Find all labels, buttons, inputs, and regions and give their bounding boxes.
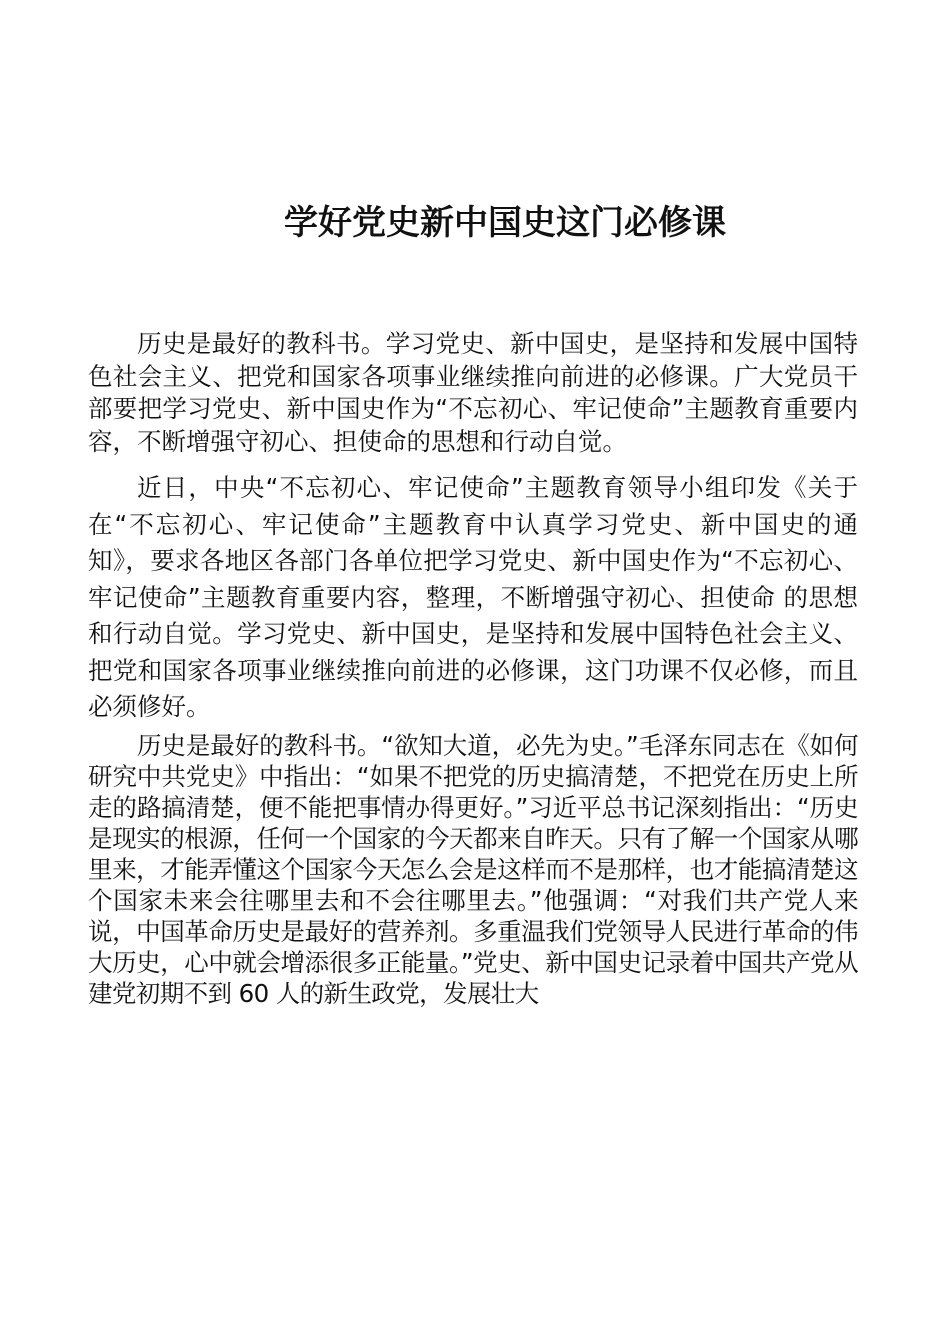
paragraph-3: 历史是最好的教科书。“欲知大道，必先为史。”毛泽东同志在《如何研究中共党史》中指出：“如果不把党的历史搞清楚，不把党在历史上所走的路搞清楚，便不能把事情办得更好。”习近平总书记深刻指出：“历史是现实的根源，任何一个国家的今天都来自昨天。只有了解一个国家从哪里来，才能弄懂这个国家今天怎么会是这样而不是那样，也才能搞清楚这个国家未来会往哪里去和不会往哪里去。”他强调：“对我们共产党人来说，中国革命历史是最好的营养剂。多重温我们党领导人民进行革命的伟大历史，心中就会增添很多正能量。”党史、新中国史记录着中国共产党从建党初期不到 60 人的新生政党，发展壮大 <box>88 730 858 1008</box>
paragraph-2: 近日，中央“不忘初心、牢记使命”主题教育领导小组印发《关于在“不忘初心、牢记使命”主题教育中认真学习党史、新中国史的通知》，要求各地区各部门各单位把学习党史、新中国史作为“不忘初心、牢记使命”主题教育重要内容，整理，不断增强守初心、担使命 的思想和行动自觉。学习党史、新中国史，是坚持和发展中国特色社会主义、把党和国家各项事业继续推向前进的必修课，这门功课不仅必修，而且必须修好。 <box>88 473 858 721</box>
document-body <box>88 328 858 1009</box>
document-title: 学好党史新中国史这门必修课 <box>284 203 726 243</box>
paragraph-1: 历史是最好的教科书。学习党史、新中国史，是坚持和发展中国特色社会主义、把党和国家各项事业继续推向前进的必修课。广大党员干部要把学习党史、新中国史作为“不忘初心、牢记使命”主题教育重要内容，不断增强守初心、担使命的思想和行动自觉。 <box>88 329 858 456</box>
